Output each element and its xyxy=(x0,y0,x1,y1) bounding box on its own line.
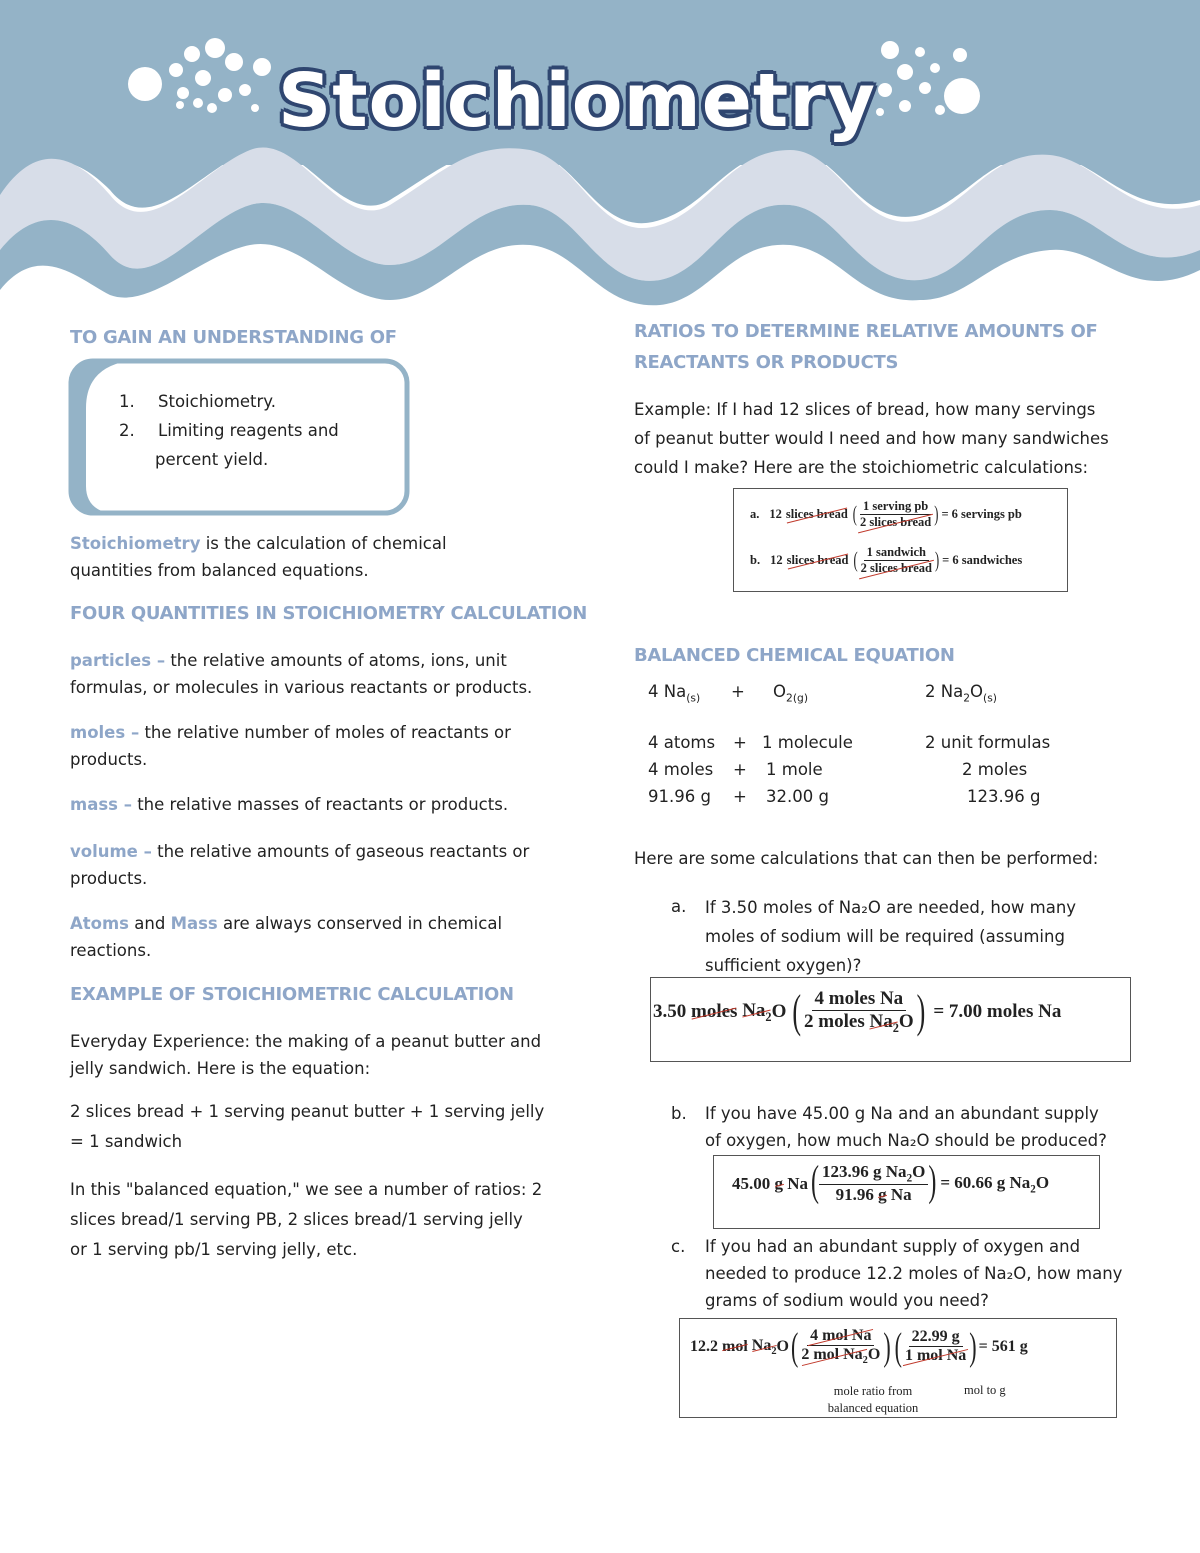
calc-given-unit: moles xyxy=(691,1000,738,1022)
conserved-text: reactions. xyxy=(70,941,152,960)
question-line: of oxygen, how much Na₂O should be produced? xyxy=(705,1131,1107,1150)
mass-text: the relative masses of reactants or products. xyxy=(131,795,509,814)
calc-sub: 2 xyxy=(771,1345,777,1357)
question-c xyxy=(705,1233,1145,1314)
calc-given: 12 xyxy=(770,553,783,567)
frac-sub: 2 xyxy=(862,1355,868,1367)
frac-num: 4 mol Na xyxy=(807,1327,874,1346)
example-line: of peanut butter would I need and how many sandwiches xyxy=(634,429,1109,448)
question-line: moles of sodium will be required (assuming xyxy=(705,927,1065,946)
eq-row-c: 2 moles xyxy=(962,760,1028,779)
volume-def xyxy=(70,838,590,892)
calc-fraction xyxy=(857,499,934,530)
goal-text: Limiting reagents and xyxy=(158,421,339,440)
eq-term: 4 Na xyxy=(648,682,687,701)
eq-term: O xyxy=(773,682,786,701)
calc-a-content: 3.50 moles $Na_2$ O ( $\frac{\text{4 moles Na}}{2 moles Na_2O}$ ) = 7.00 moles Na xyxy=(653,984,1062,1038)
goals-heading: TO GAIN AN UNDERSTANDING OF xyxy=(70,327,397,348)
frac-num: 22.99 g xyxy=(909,1328,963,1347)
calc-sub: 2 xyxy=(765,1009,772,1024)
eq-row-b: 32.00 g xyxy=(766,787,829,806)
caption-line: balanced equation xyxy=(827,1401,919,1415)
question-label: a. xyxy=(671,897,687,916)
calc-result: = 561 g xyxy=(978,1337,1028,1355)
definition xyxy=(70,530,590,584)
calc-result: = 6 sandwiches xyxy=(942,553,1023,567)
goal-text: Stoichiometry. xyxy=(158,392,276,411)
equation-reactant-1 xyxy=(648,682,700,704)
header-wave-banner xyxy=(0,0,1200,310)
frac-den: Na xyxy=(890,1185,912,1205)
conserved-text: are always conserved in chemical xyxy=(217,914,503,933)
volume-term: volume – xyxy=(70,842,152,861)
ratios-line: or 1 serving pb/1 serving jelly, etc. xyxy=(70,1240,358,1259)
balanced-heading: BALANCED CHEMICAL EQUATION xyxy=(634,645,955,666)
question-line: needed to produce 12.2 moles of Na₂O, how many xyxy=(705,1264,1123,1283)
calc-given-unit: g xyxy=(774,1173,783,1193)
moles-def xyxy=(70,719,590,773)
calc-chem: O xyxy=(776,1337,789,1355)
eq-sub: 2 xyxy=(963,691,971,705)
mass-term: Mass xyxy=(170,914,218,933)
question-line: If 3.50 moles of Na₂O are needed, how many xyxy=(705,898,1077,917)
frac-den: 91.96 xyxy=(835,1185,874,1205)
calc-given-unit: slices bread xyxy=(786,553,849,567)
calc-label: b. xyxy=(750,553,761,567)
calc-given-unit: slices bread xyxy=(785,507,848,521)
definition-text: is the calculation of chemical xyxy=(200,534,447,553)
sandwich-eq-line: 2 slices bread + 1 serving peanut butter + 1 serving jelly xyxy=(70,1102,545,1121)
equation-reactant-2 xyxy=(773,682,808,704)
calc-box-c xyxy=(679,1318,1117,1418)
calc-chem: Na xyxy=(751,1336,772,1354)
mass-term: mass – xyxy=(70,795,132,814)
atoms-term: Atoms xyxy=(70,914,130,933)
frac-num: O xyxy=(912,1162,926,1181)
equation-product xyxy=(925,682,997,704)
frac-den: O xyxy=(898,1011,914,1032)
frac-den: g xyxy=(878,1185,887,1205)
page-title: Stoichiometry xyxy=(278,58,877,144)
calc-given-unit: mol xyxy=(722,1337,748,1355)
eq-state: (g) xyxy=(792,691,808,705)
moles-term: moles – xyxy=(70,723,140,742)
frac-den: 2 slices bread xyxy=(858,561,935,576)
particles-def xyxy=(70,647,590,701)
frac-den: 1 mol Na xyxy=(902,1347,969,1365)
frac-num: 4 moles Na xyxy=(812,988,907,1011)
conserved-text: and xyxy=(129,914,171,933)
sandwich-eq-line: = 1 sandwich xyxy=(70,1132,183,1151)
calc-given: 12 xyxy=(769,507,782,521)
question-line: If you have 45.00 g Na and an abundant supply xyxy=(705,1104,1099,1123)
eq-row-c: 2 unit formulas xyxy=(925,733,1051,752)
question-a xyxy=(705,893,1145,980)
question-label: c. xyxy=(671,1237,686,1256)
conservation-note xyxy=(70,910,590,964)
example-heading: EXAMPLE OF STOICHIOMETRIC CALCULATION xyxy=(70,984,514,1005)
calc-sub: 2 xyxy=(1030,1182,1036,1195)
calc-chem: O xyxy=(771,1000,787,1022)
quantities-heading: FOUR QUANTITIES IN STOICHIOMETRY CALCULATION xyxy=(70,603,587,624)
goal-number: 2. xyxy=(119,421,135,440)
everyday-line: jelly sandwich. Here is the equation: xyxy=(70,1059,371,1078)
ratios-line: slices bread/1 serving PB, 2 slices bread/1 serving jelly xyxy=(70,1210,523,1229)
ratios-heading-line: RATIOS TO DETERMINE RELATIVE AMOUNTS OF xyxy=(634,321,1098,342)
calc-given: 12.2 xyxy=(690,1337,718,1355)
calc-chem: Na xyxy=(742,999,766,1021)
eq-state: (s) xyxy=(686,691,701,705)
question-line: If you had an abundant supply of oxygen and xyxy=(705,1237,1081,1256)
calc-b-row: b. 12 slices bread ( $\frac{\text{1 sandwich}}{\text{2 slices bread}}$ ) = 6 sandwiches xyxy=(750,545,1023,575)
moles-text: the relative number of moles of reactants or xyxy=(139,723,511,742)
frac-num: 1 sandwich xyxy=(864,545,929,561)
goal-text: percent yield. xyxy=(155,450,269,469)
calc-given: 45.00 xyxy=(732,1173,771,1193)
caption-mole-ratio xyxy=(808,1383,938,1417)
caption-line: mole ratio from xyxy=(833,1384,913,1398)
particles-text: formulas, or molecules in various reactants or products. xyxy=(70,678,533,697)
calc-fraction xyxy=(801,988,917,1036)
calc-result: O xyxy=(1035,1172,1050,1192)
eq-row-a: 4 atoms xyxy=(648,733,716,752)
question-line: grams of sodium would you need? xyxy=(705,1291,989,1310)
calc-box-b xyxy=(713,1155,1100,1229)
definition-text: quantities from balanced equations. xyxy=(70,561,369,580)
eq-row-c: 123.96 g xyxy=(967,787,1041,806)
frac-den: 2 mol Na xyxy=(801,1346,863,1363)
frac-num: 1 serving pb xyxy=(860,499,931,515)
moles-text: products. xyxy=(70,750,148,769)
calc-box-a xyxy=(650,977,1131,1062)
eq-row-a: 4 moles xyxy=(648,760,714,779)
frac-den: 2 slices bread xyxy=(857,515,934,530)
calc-fraction xyxy=(858,545,935,576)
particles-term: particles – xyxy=(70,651,166,670)
eq-state: (s) xyxy=(983,691,997,705)
frac-num: 123.96 g Na xyxy=(822,1162,907,1181)
goal-number: 1. xyxy=(119,392,135,411)
calc-result: = 60.66 g Na xyxy=(940,1172,1031,1192)
eq-row-b: 1 mole xyxy=(766,760,823,779)
ratios-line: In this "balanced equation," we see a number of ratios: 2 xyxy=(70,1180,543,1199)
everyday-line: Everyday Experience: the making of a peanut butter and xyxy=(70,1032,542,1051)
frac-sub: 2 xyxy=(892,1020,899,1035)
eq-row-b: 1 molecule xyxy=(762,733,853,752)
volume-text: the relative amounts of gaseous reactants or xyxy=(151,842,530,861)
calcs-intro: Here are some calculations that can then be performed: xyxy=(634,849,1099,868)
calc-b-content: 45.00 g Na ( $\frac{123.96 g Na_2O}{\text{91.96 g Na}}$ ) = 60.66 g $Na_2O$ xyxy=(732,1159,1050,1207)
equation-plus: + xyxy=(731,682,745,701)
calc-fraction xyxy=(902,1328,969,1365)
ratios-heading-line: REACTANTS OR PRODUCTS xyxy=(634,352,899,373)
calc-chem: Na xyxy=(787,1173,809,1193)
eq-row-plus: + xyxy=(733,760,747,779)
sandwich-equation xyxy=(70,1097,590,1157)
mass-def xyxy=(70,791,590,818)
calc-given: 3.50 xyxy=(653,1000,687,1022)
question-line: sufficient oxygen)? xyxy=(705,956,862,975)
calc-result: = 6 servings pb xyxy=(941,507,1022,521)
everyday-text xyxy=(70,1028,590,1082)
frac-den: O xyxy=(867,1346,881,1363)
definition-term: Stoichiometry xyxy=(70,534,201,553)
calc-a-row: a. 12 slices bread ( $\frac{\text{1 serving pb}}{\text{2 slices bread}}$ ) = 6 servings pb xyxy=(750,499,1022,529)
caption-mol-to-g: mol to g xyxy=(964,1383,1006,1397)
bread-example xyxy=(634,395,1154,482)
volume-text: products. xyxy=(70,869,148,888)
particles-text: the relative amounts of atoms, ions, unit xyxy=(165,651,507,670)
question-label: b. xyxy=(671,1104,687,1123)
calc-fraction xyxy=(819,1162,928,1205)
eq-term: 2 Na xyxy=(925,682,964,701)
question-b xyxy=(705,1100,1145,1154)
frac-den: Na xyxy=(869,1011,893,1032)
ratios-text xyxy=(70,1175,590,1265)
calc-result: = 7.00 moles Na xyxy=(933,1000,1062,1022)
example-line: Example: If I had 12 slices of bread, how many servings xyxy=(634,400,1096,419)
eq-sub: 2 xyxy=(786,691,793,705)
eq-row-plus: + xyxy=(733,733,747,752)
eq-term: O xyxy=(970,682,984,701)
example-line: could I make? Here are the stoichiometric calculations: xyxy=(634,458,1089,477)
calc-label: a. xyxy=(750,507,760,521)
frac-sub: 2 xyxy=(906,1172,913,1185)
calc-fraction xyxy=(798,1327,883,1366)
calc-c-content: 12.2 mol $Na_2$ O ( $\frac{\text{4 mol Na}}{2 mol Na_2O}$ ) ( $\frac{22.99 g}{\text{1 mol Na}}$ ) = 561 g xyxy=(690,1323,1028,1369)
bread-calc-box xyxy=(733,488,1068,592)
frac-den: 2 moles xyxy=(804,1011,865,1032)
eq-row-plus: + xyxy=(733,787,747,806)
eq-row-a: 91.96 g xyxy=(648,787,711,806)
ratios-heading xyxy=(634,316,1098,378)
